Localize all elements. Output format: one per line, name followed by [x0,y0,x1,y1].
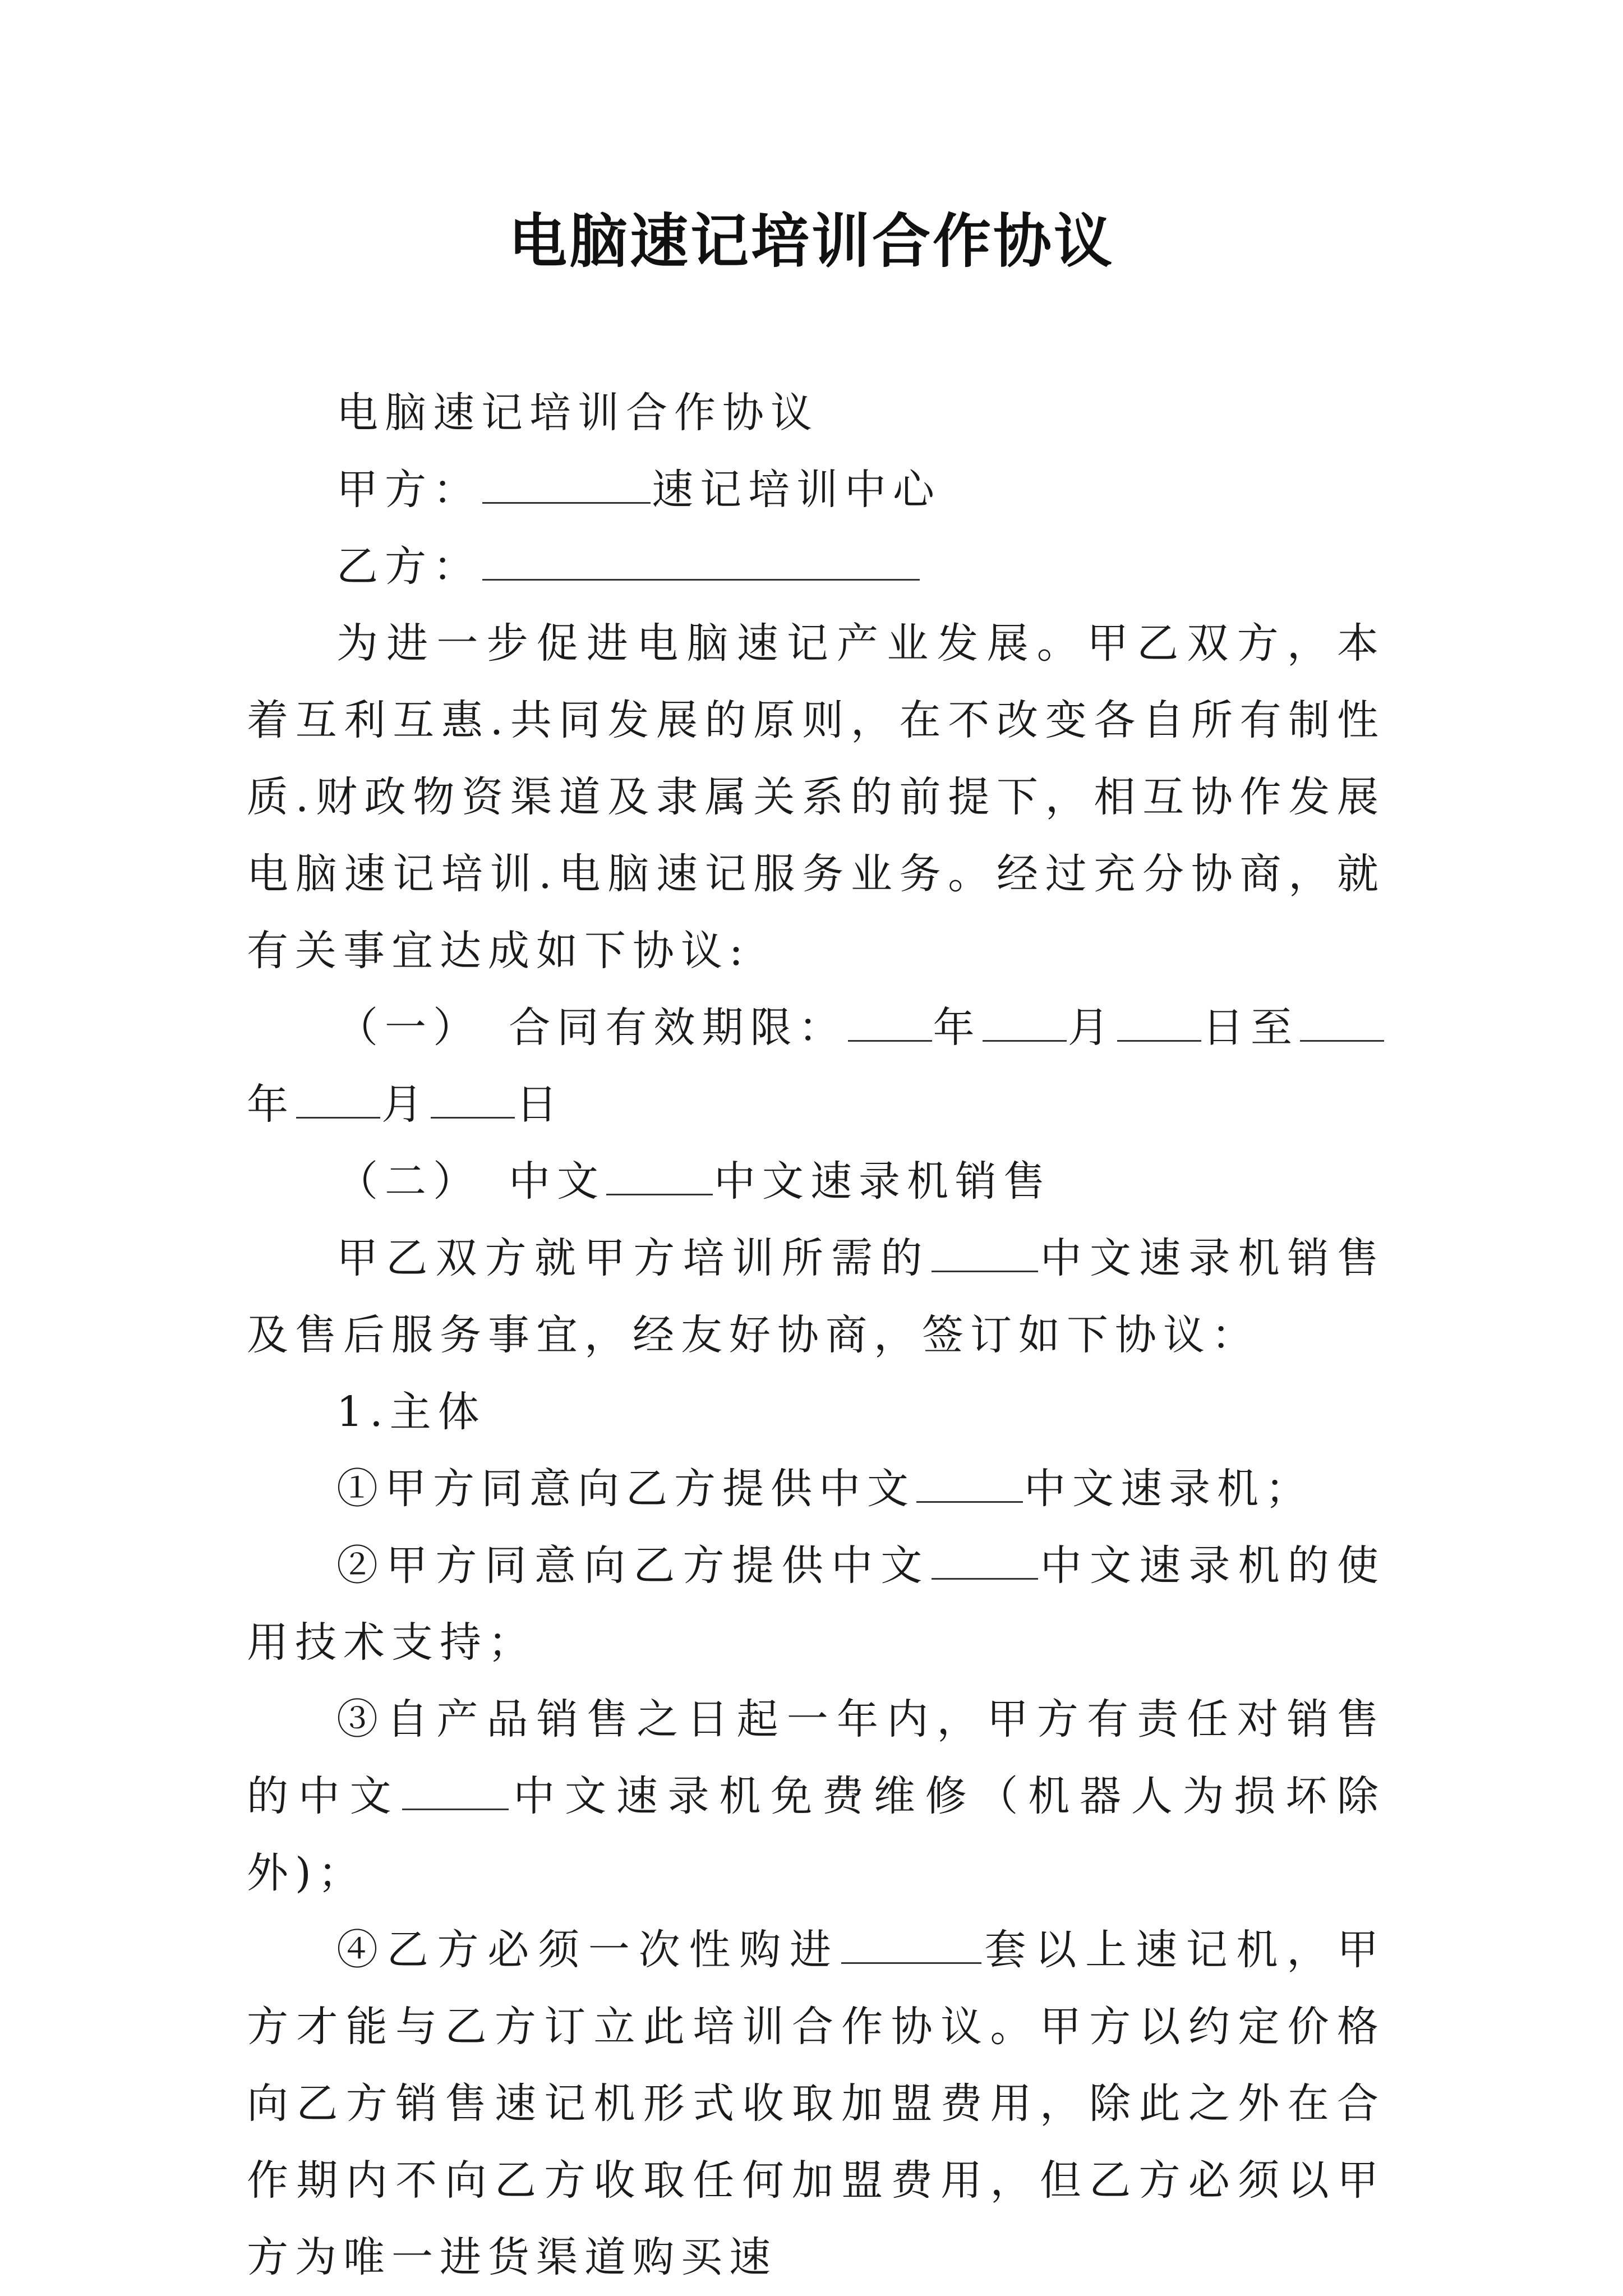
clause-2-blank [932,1536,1038,1580]
term-blank-2 [983,999,1067,1042]
party-a-blank [482,461,651,504]
section2-heading [247,1143,1385,1220]
clause-3-a: ③自产品销售之日起一年内，甲方有责任对销售的中文 [247,1695,1385,1820]
term-label: （一） 合同有效期限： [336,1004,847,1052]
clause-3-blank [402,1767,509,1810]
term-year-2: 年 [247,1080,295,1129]
clause-3 [247,1681,1385,1912]
clause-4 [247,1912,1385,2296]
clause-4-blank [841,1921,981,1964]
party-b-label: 乙方： [336,542,481,591]
term-blank-1 [848,999,932,1042]
subtitle: 电脑速记培训合作协议 [336,389,819,437]
intro-paragraph: 为进一步促进电脑速记产业发展。甲乙双方，本着互利互惠.共同发展的原则，在不改变各自所有制性质.财政物资渠道及隶属关系的前提下，相互协作发展电脑速记培训.电脑速记服务业务。经过充分协商，就有关事宜达成如下协议: [247,619,1385,975]
party-a-line [247,452,1385,528]
term-month-2: 月 [381,1080,430,1129]
clause-1-b: 中文速录机； [1024,1465,1313,1513]
document-title: 电脑速记培训合作协议 [508,206,1114,275]
term-year-1: 年 [933,1004,981,1052]
section2-intro [247,1220,1385,1374]
term-blank-6 [431,1075,515,1119]
section2-intro-a: 甲乙双方就甲方培训所需的 [336,1234,930,1282]
party-b-line [247,528,1385,605]
term-day-2: 日 [516,1080,564,1129]
term-blank-3 [1117,999,1201,1042]
clause-4-b: 套以上速记机，甲方才能与乙方订立此培训合作协议。甲方以约定价格向乙方销售速记机形式收取加盟费用，除此之外在合作期内不向乙方收取任何加盟费用，但乙方必须以甲方为唯一进货渠道购买速 [247,1926,1386,2281]
term-day-to: 日至 [1202,1004,1299,1052]
clause-4-a: ④乙方必须一次性购进 [336,1926,840,1974]
item1-heading: 1.主体 [336,1388,486,1436]
term-blank-4 [1300,999,1384,1042]
section2-intro-blank [932,1229,1038,1272]
clause-2-b: 中文速录机的使用技术支持； [247,1542,1386,1667]
term-line [247,990,1385,1143]
document-body [247,375,1385,2296]
party-a-suffix: 速记培训中心 [652,466,941,514]
section2-intro-b: 中文速录机销售及售后服务事宜，经友好协商，签订如下协议： [247,1234,1386,1359]
clause-2 [247,1527,1385,1681]
clause-1-a: ①甲方同意向乙方提供中文 [336,1465,915,1513]
clause-1-blank [916,1460,1023,1503]
section2-blank [606,1152,713,1195]
clause-1 [247,1451,1385,1527]
section2-suffix: 中文速录机销售 [714,1157,1052,1205]
clause-2-a: ②甲方同意向乙方提供中文 [336,1542,930,1590]
party-a-label: 甲方： [336,466,481,514]
term-month-1: 月 [1067,1004,1116,1052]
party-b-blank [482,537,920,581]
section2-label: （二） 中文 [336,1157,605,1205]
term-blank-5 [296,1075,380,1119]
clause-3-b: 中文速录机免费维修（机器人为损坏除外)； [247,1772,1386,1897]
